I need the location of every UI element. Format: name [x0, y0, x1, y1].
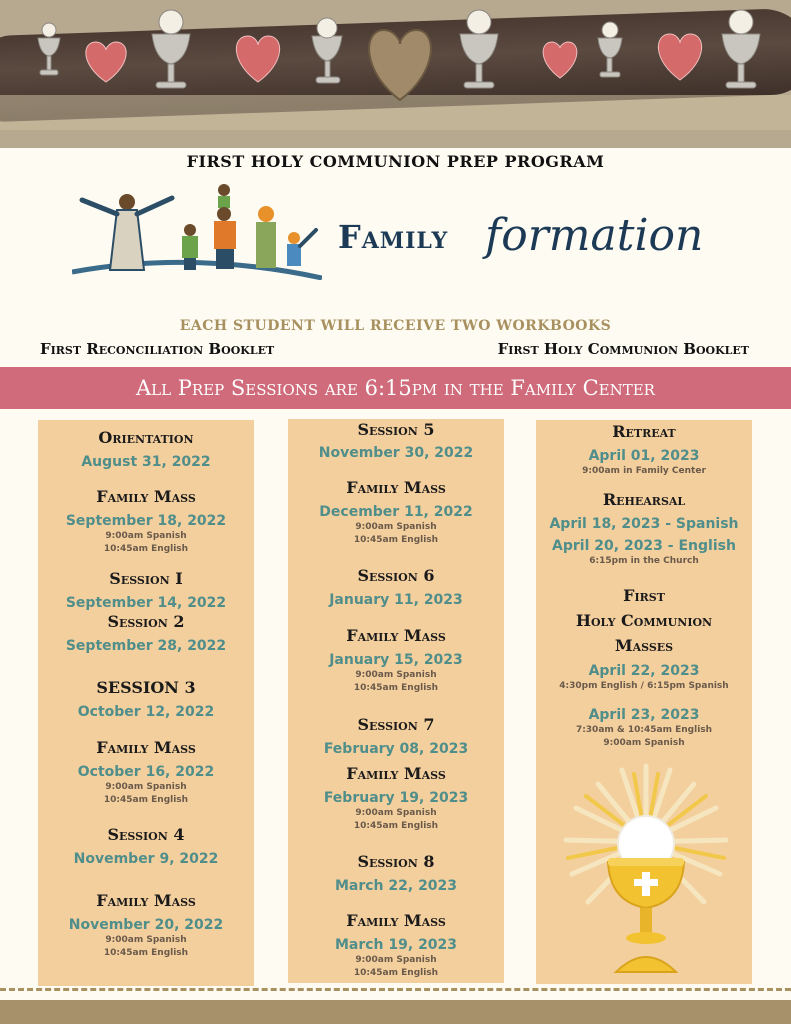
chalice-icon	[598, 22, 622, 77]
schedule-item: Session 7 February 08, 2023	[323, 715, 469, 757]
communion-booklet: First Holy Communion Booklet	[497, 340, 749, 358]
heart-icon	[86, 42, 126, 82]
schedule-item: Session 4 November 9, 2022	[73, 825, 219, 867]
dashed-divider	[0, 988, 791, 991]
schedule-column-2	[288, 419, 504, 983]
chalice-icon	[312, 18, 342, 83]
schedule-item: Session I September 14, 2022	[65, 569, 227, 611]
schedule-item: Session 2 September 28, 2022	[65, 612, 227, 654]
schedule-item: Session 5 November 30, 2022	[318, 420, 474, 461]
mass-item: April 23, 2023 7:30am & 10:45am English 9:00am Spanish	[575, 707, 713, 748]
schedule-item: Family Mass February 19, 2023 9:00am Spanish 10:45am English	[323, 764, 469, 831]
chalice-icon	[38, 23, 60, 75]
schedule-item: Session 6 January 11, 2023	[329, 566, 463, 608]
brand-family-word: Family	[338, 218, 449, 256]
schedule-item: SESSION 3 October 12, 2022	[77, 678, 215, 720]
first-communion-item: First Holy Communion Masses April 22, 2023 4:30pm English / 6:15pm Spanish	[559, 586, 729, 691]
workbooks-note: EACH STUDENT WILL RECEIVE TWO WORKBOOKS	[179, 318, 612, 334]
schedule-item: Orientation August 31, 2022	[81, 428, 211, 470]
heart-icon	[236, 36, 279, 82]
family-jesus-logo	[72, 180, 322, 280]
chalice-icon	[722, 10, 760, 88]
sessions-banner: All Prep Sessions are 6:15pm in the Family Center	[0, 367, 791, 409]
heart-icon	[658, 34, 701, 80]
brand-formation-script: formation	[485, 210, 704, 261]
retreat-item: Retreat April 01, 2023 9:00am in Family Center	[582, 422, 706, 476]
heart-icon	[369, 30, 431, 100]
monstrance-chalice-icon	[562, 762, 730, 982]
rehearsal-item: Rehearsal April 18, 2023 - Spanish April 20, 2023 - English 6:15pm in the Church	[549, 490, 739, 566]
schedule-item: Session 8 March 22, 2023	[334, 852, 458, 894]
schedule-column-1	[38, 420, 254, 986]
reconciliation-booklet: First Reconciliation Booklet	[40, 340, 275, 358]
program-title: FIRST HOLY COMMUNION PREP PROGRAM	[186, 152, 605, 171]
heart-icon	[543, 42, 577, 78]
header-banner	[0, 0, 791, 148]
schedule-item: Family Mass September 18, 2022 9:00am Spanish 10:45am English	[65, 487, 227, 554]
footer-bar	[0, 1000, 791, 1024]
schedule-item: Family Mass March 19, 2023 9:00am Spanish 10:45am English	[334, 911, 458, 978]
schedule-item: Family Mass January 15, 2023 9:00am Spanish 10:45am English	[329, 626, 463, 693]
schedule-item: Family Mass December 11, 2022 9:00am Spanish 10:45am English	[319, 478, 473, 545]
schedule-item: Family Mass November 20, 2022 9:00am Spanish 10:45am English	[68, 891, 224, 958]
chalice-icon	[460, 10, 498, 88]
banner-decorations	[0, 0, 791, 148]
schedule-item: Family Mass October 16, 2022 9:00am Spanish 10:45am English	[77, 738, 215, 805]
chalice-icon	[152, 10, 190, 88]
